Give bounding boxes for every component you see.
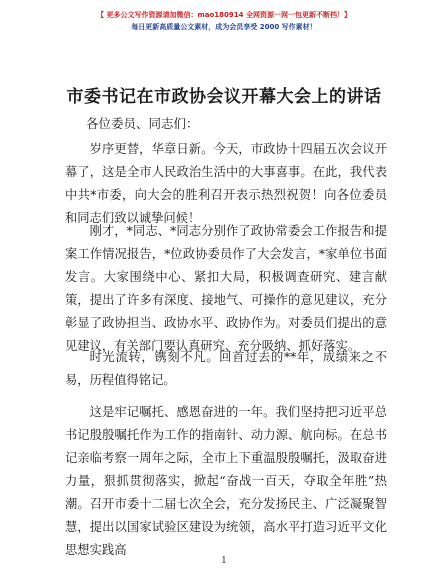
page-number: 1 xyxy=(221,556,227,566)
paragraph-3: 时光流转，镌刻不凡。回首过去的**年，成绩来之不易，历程值得铭记。 xyxy=(65,350,387,387)
paragraph-1: 岁序更替，华章日新。今天，市政协十四届五次会议开幕了，这是全市人民政治生活中的大事喜事。在此，我代表中共*市委，向大会的胜利召开表示热烈祝贺！向各位委员和同志们致以诚挚问候！ xyxy=(65,142,387,225)
paragraph-4: 这是牢记嘱托、感恩奋进的一年。我们坚持把习近平总书记殷殷嘱托作为工作的指南针、动力源、航向标。在总书记亲临考察一周年之际，全市上下重温殷殷嘱托，汲取奋进力量，狠抓贯彻落实，掀起“奋战一百天，夺取全年胜”热潮。召开市委十二届七次全会，充分发扬民主、广泛凝聚智慧，提出以国家试验区建设为统领，高水平打造习近平文化思想实践高 xyxy=(65,405,387,557)
document-title: 市委书记在市政协会议开幕大会上的讲话 xyxy=(66,87,382,107)
promo-banner-line-1: 【 更多公文写作资源请加微信：mao180914 全网资源一网一包更新不断档！】 xyxy=(97,11,351,19)
promo-banner-line-2: 每日更新高质量公文素材，成为会员享受 2000 写作素材！ xyxy=(131,23,317,31)
salutation: 各位委员、同志们： xyxy=(86,116,199,131)
paragraph-2: 刚才，*同志、*同志分别作了政协常委会工作报告和提案工作情况报告，*位政协委员作了大会发言，*家单位书面发言。大家围绕中心、紧扣大局，积极调查研究、建言献策，提出了许多有深度、接地气、可操作的意见建议，充分彰显了政协担当、政协水平、政协作为。对委员们提出的意见建议，有关部门要认真研究、充分吸纳、抓好落实。 xyxy=(65,224,387,353)
